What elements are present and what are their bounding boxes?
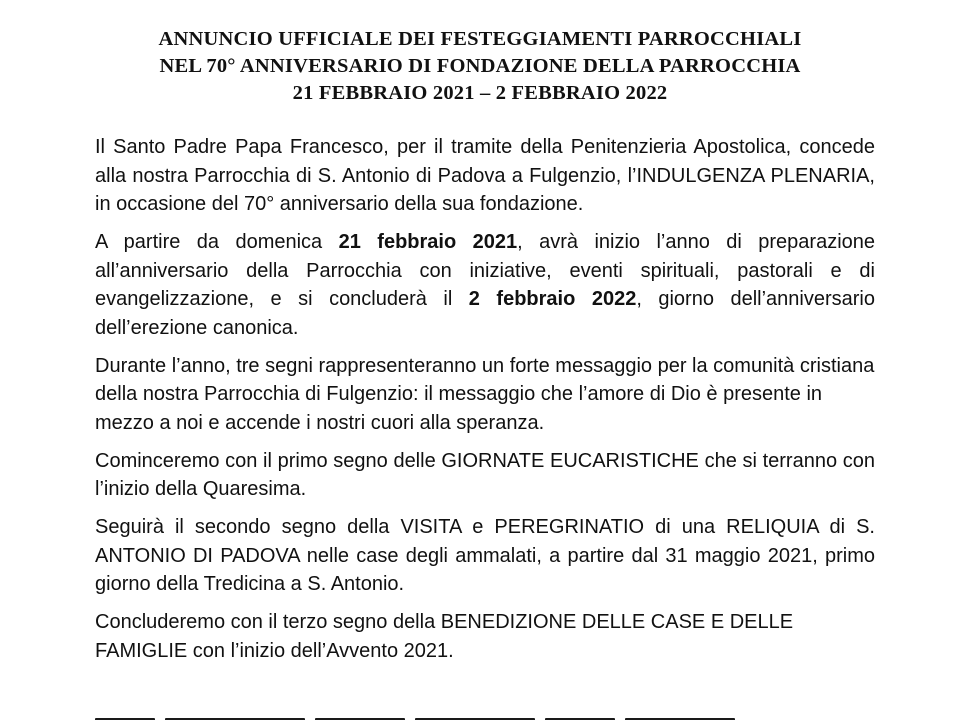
document-heading xyxy=(0,26,960,107)
paragraph-second-sign: Seguirà il secondo segno della VISITA e PEREGRINATIO di una RELIQUIA di S. ANTONIO DI PADOVA nelle case degli ammalati, a partire dal 31 maggio 2021, primo giorno della Tredicina a S. Antonio. xyxy=(95,516,875,595)
heading-line-2: NEL 70° ANNIVERSARIO DI FONDAZIONE DELLA PARROCCHIA xyxy=(159,55,801,77)
paragraph-three-signs: Durante l’anno, tre segni rappresenteranno un forte messaggio per la comunità cristiana della nostra Parrocchia di Fulgenzio: il messaggio che l’amore di Dio è presente in mezzo a noi e accende i nostri cuori alla speranza. xyxy=(95,354,875,434)
heading-line-3: 21 FEBBRAIO 2021 – 2 FEBBRAIO 2022 xyxy=(292,82,668,104)
paragraph-text: A partire da domenica xyxy=(95,231,339,253)
paragraph-text: , giorno dell’anniversario dell’erezione canonica. xyxy=(95,288,875,339)
paragraph-third-sign: Concluderemo con il terzo segno della BENEDIZIONE DELLE CASE E DELLE FAMIGLIE con l’inizio dell’Avvento 2021. xyxy=(95,611,794,662)
paragraph-text: , avrà inizio l’anno di preparazione all’anniversario della Parrocchia con iniziative, eventi spirituali, pastorali e di evangelizzazione, e si concluderà il xyxy=(95,231,876,310)
end-date: 2 febbraio 2022 xyxy=(468,288,637,310)
start-date: 21 febbraio 2021 xyxy=(338,231,518,253)
paragraph-indulgence: Il Santo Padre Papa Francesco, per il tramite della Penitenzieria Apostolica, concede alla nostra Parrocchia di S. Antonio di Padova a Fulgenzio, l’INDULGENZA PLENARIA, in occasione del 70° anniversario della sua fondazione. xyxy=(95,136,875,215)
paragraph-preparation-year xyxy=(95,228,875,342)
paragraph-first-sign: Cominceremo con il primo segno delle GIORNATE EUCARISTICHE che si terranno con l’inizio della Quaresima. xyxy=(95,449,875,500)
heading-line-1: ANNUNCIO UFFICIALE DEI FESTEGGIAMENTI PARROCCHIALI xyxy=(158,28,802,50)
cut-off-next-line xyxy=(95,708,875,720)
document-body xyxy=(95,133,875,675)
